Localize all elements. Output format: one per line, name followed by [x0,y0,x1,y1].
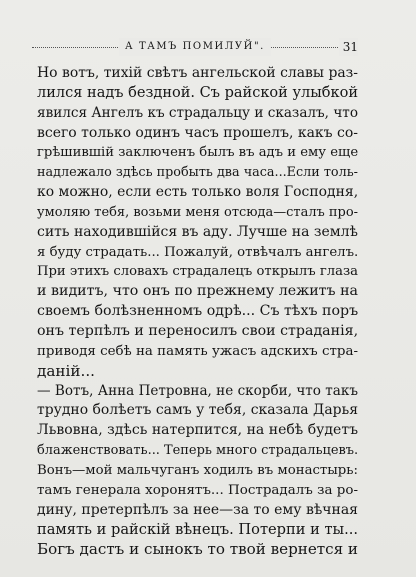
text-line: сить находившійся въ аду. Лучше на землѣ [37,223,358,240]
text-line: блаженствовать... Теперь много страдальцевъ. [37,443,359,459]
text-line: трудно болѣетъ самъ у тебя, сказала Дарья [37,402,358,419]
text-line: При этихъ словахъ страдалецъ открылъ глаза [37,264,358,280]
text-line: всего только одинъ часъ прошелъ, какъ со- [37,124,358,141]
text-line: надлежало здѣсь пробыть два часа...Если толь- [37,165,358,181]
text-line: — Вотъ, Анна Петровна, не скорби, что такъ [37,382,358,399]
text-line: Вонъ—мой мальчуганъ ходилъ въ монастырь: [37,462,358,478]
text-line: память и райскій вѣнецъ. Потерпи и ты... [37,521,359,539]
page-number: 31 [339,38,358,56]
running-header [32,38,358,56]
text-line: умоляю тебя, возьми меня отсюда—сталъ про- [37,204,359,220]
body-text [37,64,358,560]
text-line: ко можно, если есть только воля Господня, [37,184,359,201]
text-line: своемъ болѣзненномъ одрѣ... Съ тѣхъ поръ [37,303,359,320]
text-line: Львовна, здѣсь натерпится, на небѣ будетъ [37,422,358,439]
text-line: Богъ дастъ и сынокъ то твой вернется и [37,540,358,559]
text-line: и видитъ, что онъ по прежнему лежитъ на [37,283,358,300]
running-title: А ТАМЪ ПОМИЛУЙ". [119,38,271,56]
text-line: дину, претерпѣлъ за нее—за то ему вѣчная [37,501,358,518]
text-line: грѣшившій заключенъ былъ въ адъ и ему еще [37,145,359,161]
text-line: Но вотъ, тихій свѣтъ ангельской славы раз- [37,65,358,81]
text-line: даній... [37,361,95,380]
text-line: я буду страдать... Пожалуй, отвѣчалъ ангелъ. [37,244,359,260]
text-line: явился Ангелъ къ страдальцу и сказалъ, что [37,104,358,121]
text-line: лился надъ бездной. Съ райской улыбкой [37,84,358,101]
text-line: приводя себѣ на память ужасъ адскихъ стра- [37,343,358,359]
text-line: тамъ генерала хоронятъ... Пострадалъ за ро- [37,482,358,498]
text-line: онъ терпѣлъ и переносилъ свои страданія, [37,322,359,339]
